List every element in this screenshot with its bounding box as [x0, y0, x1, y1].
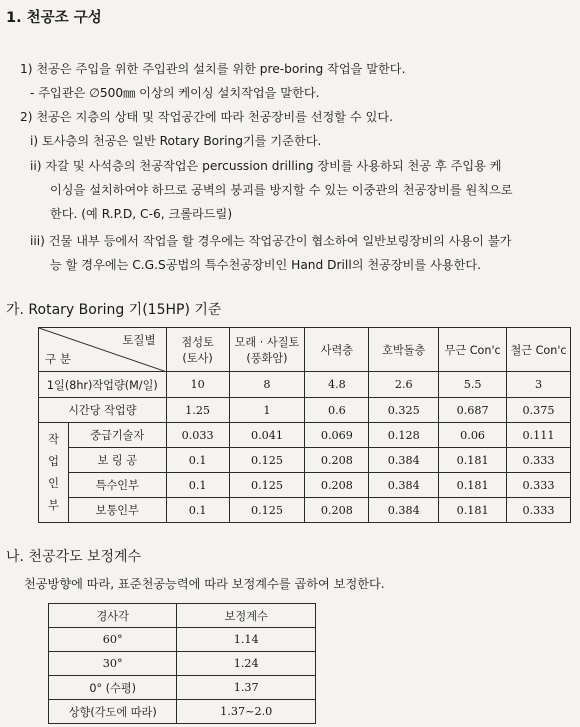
table-cell: 0.069	[305, 423, 369, 448]
table-cell: 1.37	[177, 676, 316, 700]
header-col-3-line1: 사력층	[320, 343, 354, 357]
header-col-1-line1: 점성토	[181, 335, 214, 349]
table-cell: 0.125	[229, 473, 305, 498]
header-col-2-line1: 모래 · 사질토	[234, 335, 300, 349]
labor-row-label: 중급기술자	[68, 423, 166, 448]
table-cell: 0.6	[305, 398, 369, 423]
table-cell: 0.06	[439, 423, 507, 448]
table-cell: 0.208	[305, 448, 369, 473]
table-cell: 0.1	[166, 473, 229, 498]
item-2-ii-line1: ii) 자갈 및 사석층의 천공작업은 percussion drilling 장비를 사용하되 천공 후 주입용 케	[30, 159, 502, 173]
table-cell: 0.181	[439, 448, 507, 473]
table-cell: 0.1	[166, 448, 229, 473]
table-cell: 1.24	[177, 652, 316, 676]
row-label-daily: 1일(8hr)작업량(M/일)	[39, 372, 167, 398]
subsection-a-title: 가. Rotary Boring 기(15HP) 기준	[6, 302, 222, 318]
table-cell: 0.041	[229, 423, 305, 448]
subsection-b-title: 나. 천공각도 보정계수	[6, 549, 142, 565]
table-cell: 0.111	[507, 423, 571, 448]
table1-row-daily	[39, 372, 571, 398]
header-col-5	[439, 328, 507, 372]
table1-labor-row-2	[39, 448, 571, 473]
table1-labor-row-1	[39, 423, 571, 448]
corner-top-label: 토질별	[122, 333, 156, 347]
table-cell: 3	[507, 372, 571, 398]
item-2-ii-line2: 이싱을 설치하여야 하므로 공벽의 붕괴를 방지할 수 있는 이중관의 천공장비를 원칙으로	[50, 183, 513, 197]
header-col-2-line2: (풍화암)	[246, 351, 288, 365]
labor-row-label: 보 링 공	[68, 448, 166, 473]
header-col-5-line1: 무근 Con'c	[444, 343, 501, 357]
table2-header-row	[49, 604, 316, 628]
labor-row-label: 특수인부	[68, 473, 166, 498]
table-cell: 8	[229, 372, 305, 398]
table-cell: 1.14	[177, 628, 316, 652]
labor-group-label	[39, 423, 69, 523]
table-cell: 0.208	[305, 498, 369, 523]
labor-row-label: 보통인부	[68, 498, 166, 523]
table-cell: 0.333	[507, 498, 571, 523]
table1-header-row	[39, 328, 571, 372]
item-1: 1) 천공은 주입을 위한 주입관의 설치를 위한 pre-boring 작업을 말한다.	[20, 62, 406, 76]
labor-group-char: 인	[48, 476, 59, 490]
table2-header-factor: 보정계수	[177, 604, 316, 628]
table-cell: 0.333	[507, 448, 571, 473]
labor-group-char: 부	[48, 498, 59, 512]
table1-labor-row-4	[39, 498, 571, 523]
header-col-3	[305, 328, 369, 372]
header-col-1	[166, 328, 229, 372]
table-cell: 0.325	[369, 398, 439, 423]
table-cell: 2.6	[369, 372, 439, 398]
header-col-6-line1: 철근 Con'c	[510, 343, 567, 357]
table-cell: 0.181	[439, 473, 507, 498]
table1-row-hourly	[39, 398, 571, 423]
table-cell: 0.181	[439, 498, 507, 523]
table-cell: 1.37~2.0	[177, 700, 316, 724]
table-cell: 10	[166, 372, 229, 398]
rotary-boring-table	[38, 327, 571, 523]
item-2-ii-line3: 한다. (예 R.P.D, C-6, 크롤라드릴)	[50, 207, 233, 221]
table-row	[49, 700, 316, 724]
table-cell: 상향(각도에 따라)	[49, 700, 177, 724]
table-cell: 4.8	[305, 372, 369, 398]
header-col-6	[507, 328, 571, 372]
section-title: 1. 천공조 구성	[6, 10, 102, 26]
table-cell: 0.125	[229, 448, 305, 473]
table-cell: 1	[229, 398, 305, 423]
header-col-1-line2: (토사)	[182, 351, 213, 365]
table-cell: 30°	[49, 652, 177, 676]
table-cell: 0.033	[166, 423, 229, 448]
table-cell: 0.128	[369, 423, 439, 448]
table-cell: 0.384	[369, 498, 439, 523]
item-2-iii-line2: 능 할 경우에는 C.G.S공법의 특수천공장비인 Hand Drill의 천공장비를 사용한다.	[50, 258, 482, 272]
angle-correction-table	[48, 603, 316, 724]
header-col-4	[369, 328, 439, 372]
item-2-iii-line1: iii) 건물 내부 등에서 작업을 할 경우에는 작업공간이 협소하여 일반보링장비의 사용이 불가	[30, 234, 512, 248]
table-row	[49, 628, 316, 652]
table-cell: 0.1	[166, 498, 229, 523]
table1-corner-cell	[39, 328, 167, 372]
item-2-i: i) 토사층의 천공은 일반 Rotary Boring기를 기준한다.	[30, 134, 322, 148]
table-cell: 5.5	[439, 372, 507, 398]
table-cell: 0.333	[507, 473, 571, 498]
header-col-4-line1: 호박돌층	[382, 343, 426, 357]
table-cell: 0.384	[369, 473, 439, 498]
table-cell: 0.384	[369, 448, 439, 473]
table-cell: 0.687	[439, 398, 507, 423]
item-1-sub: - 주입관은 ∅500㎜ 이상의 케이싱 설치작업을 말한다.	[30, 86, 320, 100]
labor-group-char: 작	[48, 432, 59, 446]
table-cell: 60°	[49, 628, 177, 652]
table-row	[49, 652, 316, 676]
subsection-b-desc: 천공방향에 따라, 표준천공능력에 따라 보정계수를 곱하여 보정한다.	[24, 577, 385, 591]
table1-labor-row-3	[39, 473, 571, 498]
table-cell: 0.375	[507, 398, 571, 423]
table2-header-angle: 경사각	[49, 604, 177, 628]
table-cell: 0.208	[305, 473, 369, 498]
item-2: 2) 천공은 지층의 상태 및 작업공간에 따라 천공장비를 선정할 수 있다.	[20, 110, 393, 124]
table-cell: 0.125	[229, 498, 305, 523]
row-label-hourly: 시간당 작업량	[39, 398, 167, 423]
table-cell: 1.25	[166, 398, 229, 423]
corner-bottom-label: 구 분	[45, 352, 71, 366]
table-row	[49, 676, 316, 700]
table-cell: 0° (수평)	[49, 676, 177, 700]
labor-group-char: 업	[48, 454, 59, 468]
header-col-2	[229, 328, 305, 372]
